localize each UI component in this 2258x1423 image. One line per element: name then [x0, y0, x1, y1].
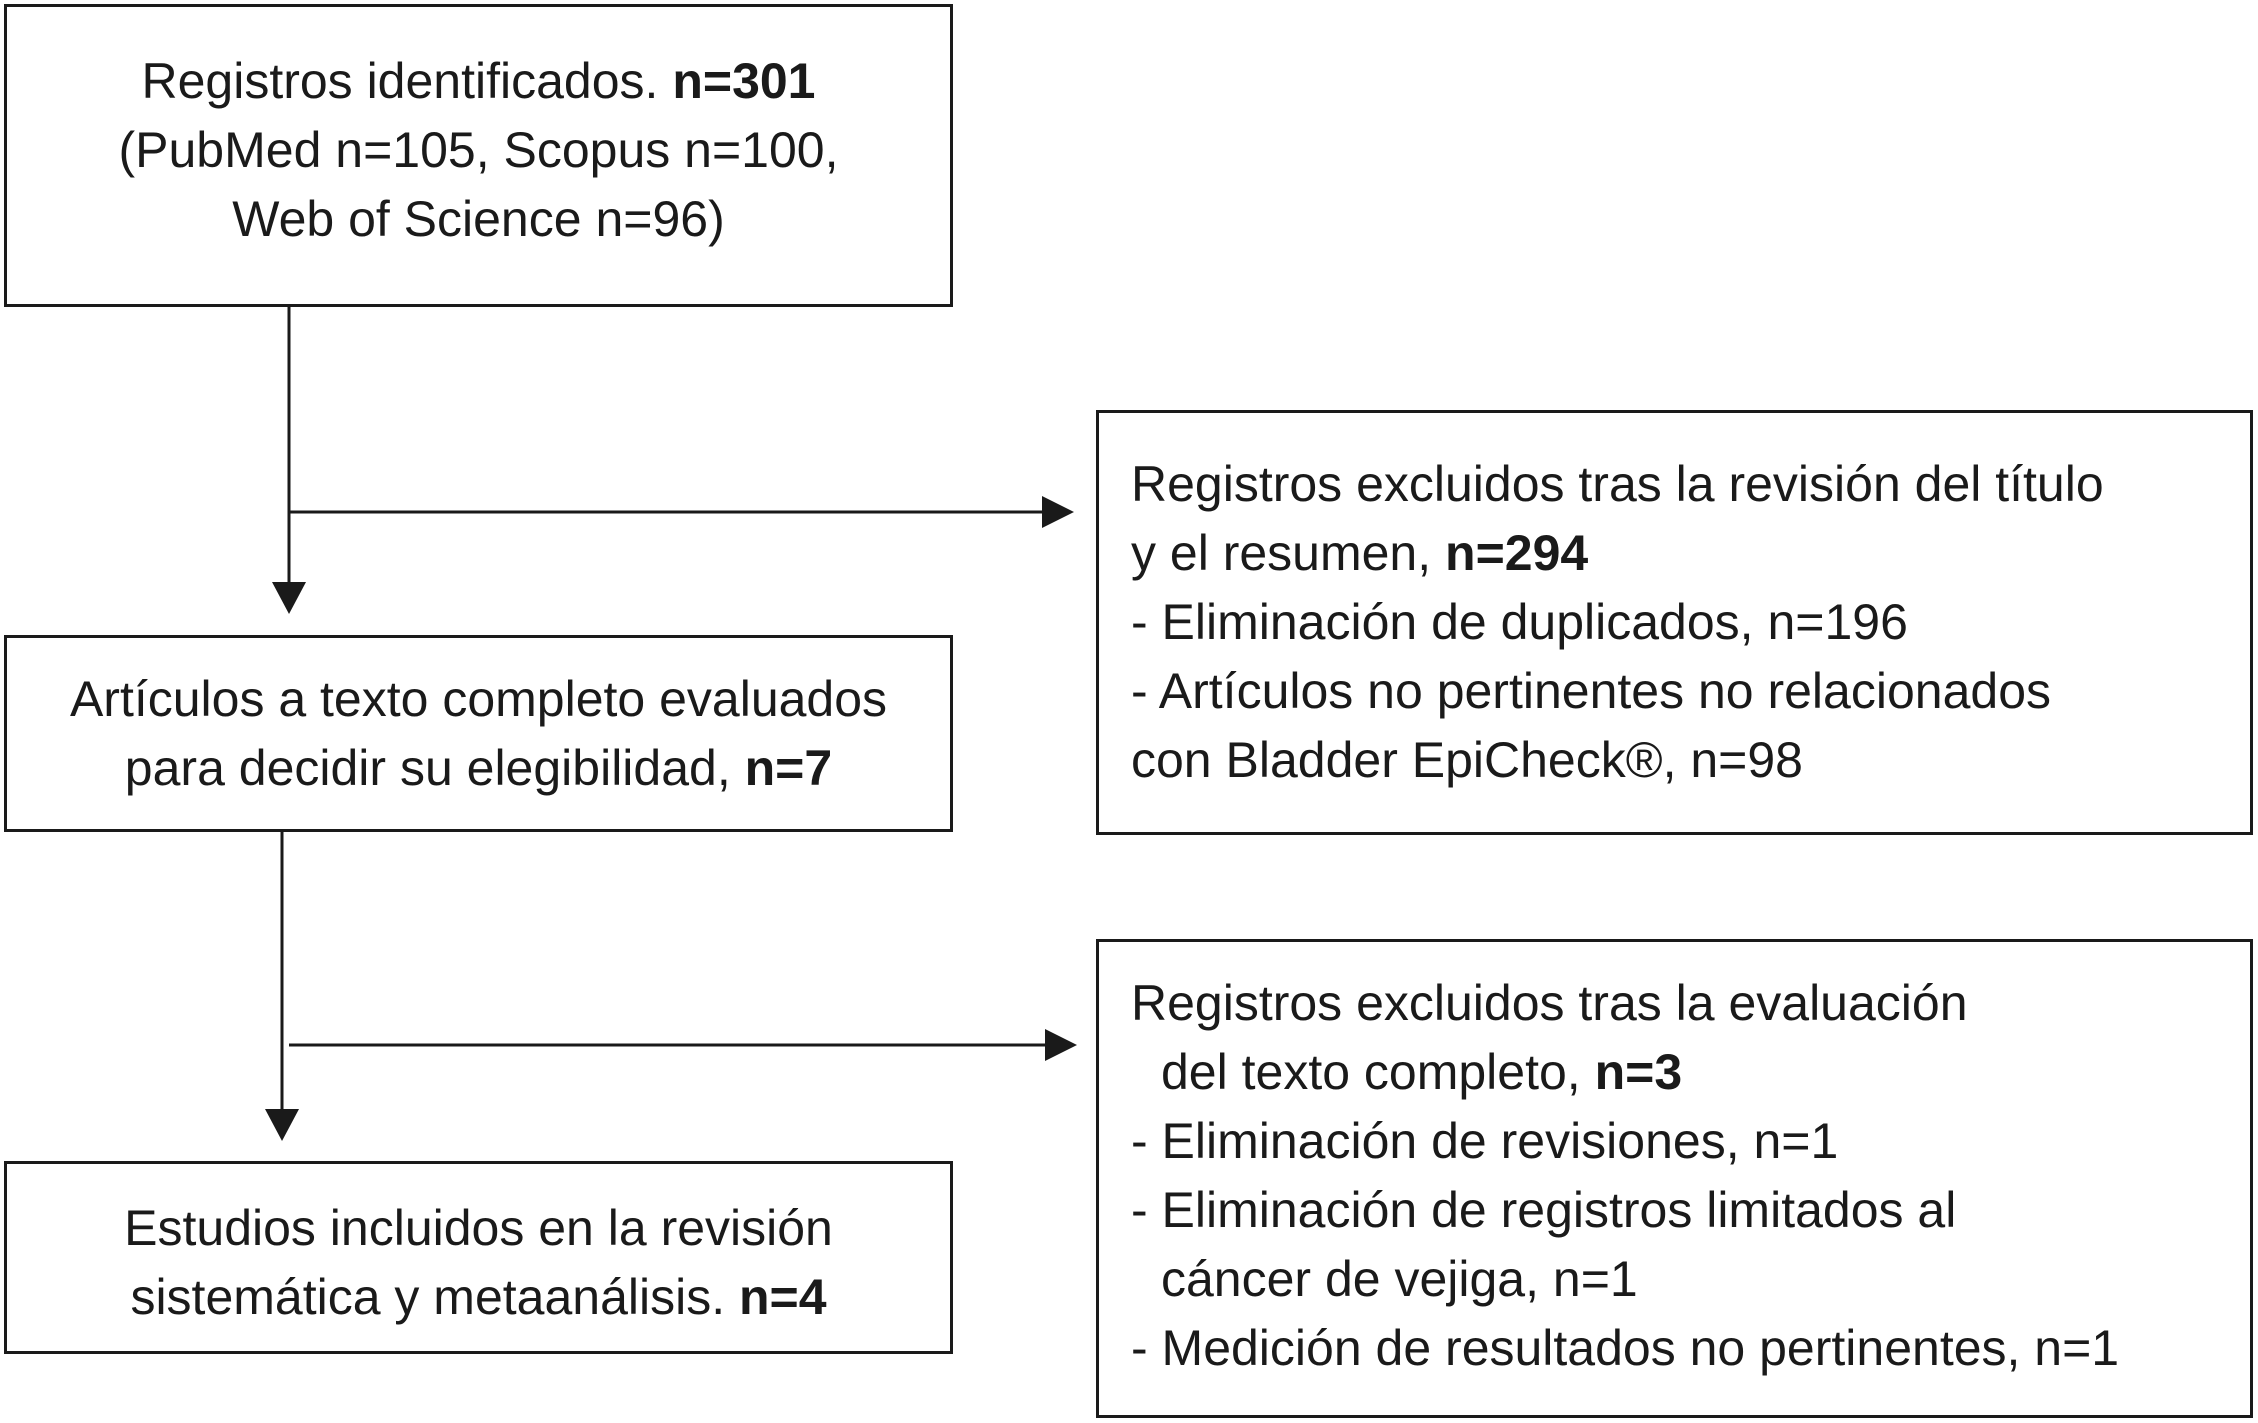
box-fulltext	[4, 635, 953, 832]
excluded-screening-line5: con Bladder EpiCheck®, n=98	[1131, 732, 1803, 788]
identified-line3: Web of Science n=96)	[232, 191, 725, 247]
box-excluded-screening	[1096, 410, 2253, 835]
included-line1: Estudios incluidos en la revisión	[124, 1200, 833, 1256]
excluded-fulltext-line1: Registros excluidos tras la evaluación	[1131, 975, 1968, 1031]
arrow-fulltext-to-included	[265, 832, 299, 1141]
included-count: n=4	[739, 1269, 827, 1325]
box-excluded-fulltext	[1096, 939, 2253, 1418]
excluded-fulltext-line4: - Eliminación de registros limitados al	[1131, 1182, 1957, 1238]
excluded-screening-line3: - Eliminación de duplicados, n=196	[1131, 594, 1908, 650]
fulltext-line1: Artículos a texto completo evaluados	[69, 671, 888, 727]
excluded-fulltext-line3: - Eliminación de revisiones, n=1	[1131, 1113, 1839, 1169]
excluded-screening-count: n=294	[1445, 525, 1589, 581]
excluded-screening-line4: - Artículos no pertinentes no relacionados	[1131, 663, 2051, 719]
excluded-fulltext-line6: - Medición de resultados no pertinentes, n=1	[1131, 1320, 2120, 1376]
identified-line1: Registros identificados. n=301	[141, 53, 816, 109]
excluded-screening-line1: Registros excluidos tras la revisión del título	[1131, 456, 2104, 512]
box-identified	[4, 4, 953, 307]
box-included	[4, 1161, 953, 1354]
arrow-to-excluded-screening	[289, 496, 1074, 528]
arrow-identified-to-fulltext	[272, 307, 306, 614]
fulltext-count: n=7	[744, 740, 833, 796]
excluded-fulltext-count: n=3	[1594, 1044, 1683, 1100]
included-line2: sistemática y metaanálisis. n=4	[130, 1269, 827, 1325]
fulltext-line2: para decidir su elegibilidad, n=7	[124, 740, 833, 796]
identified-line2: (PubMed n=105, Scopus n=100,	[118, 122, 839, 178]
excluded-fulltext-line5: cáncer de vejiga, n=1	[1161, 1251, 1638, 1307]
arrow-to-excluded-fulltext	[289, 1029, 1077, 1061]
identified-count: n=301	[672, 53, 816, 109]
excluded-screening-line2: y el resumen, n=294	[1131, 525, 1589, 581]
excluded-fulltext-line2: del texto completo, n=3	[1161, 1044, 1683, 1100]
